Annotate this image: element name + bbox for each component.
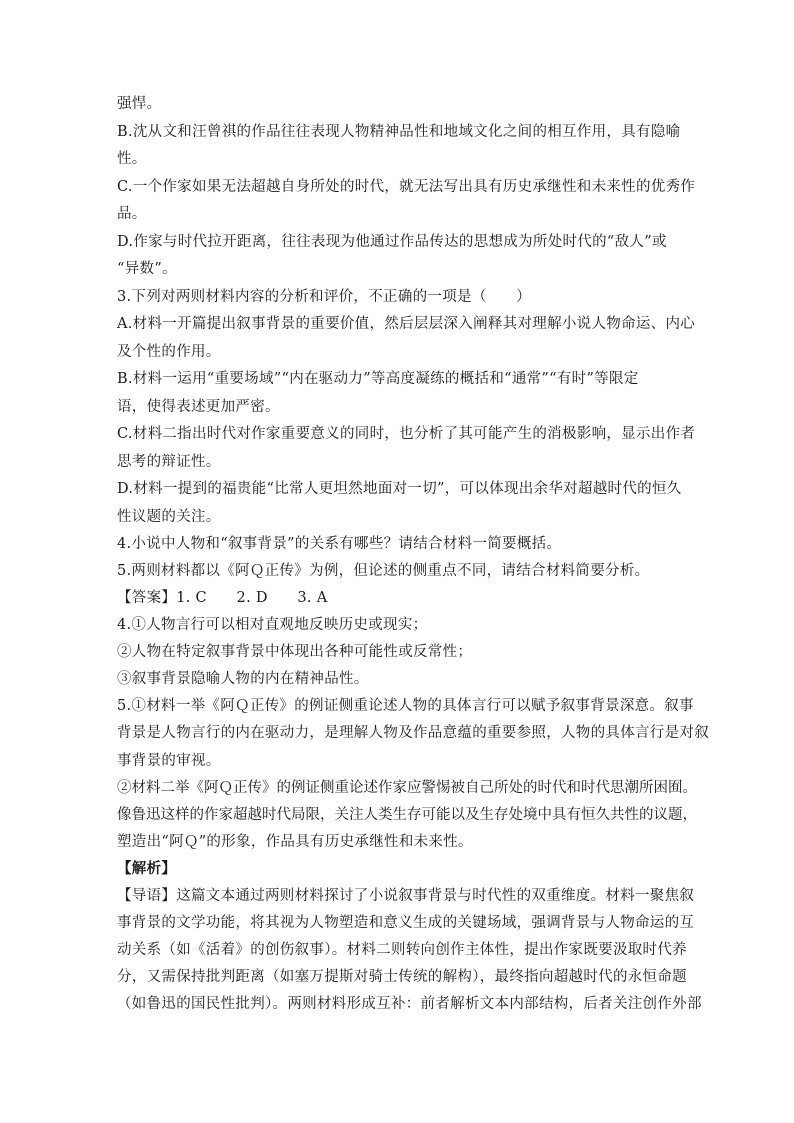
text-line: 性议题的关注。 <box>117 509 221 525</box>
question-5: 5.两则材料都以《阿Ｑ正传》为例，但论述的侧重点不同，请结合材料简要分析。 <box>117 563 650 579</box>
guide-paragraph-line: 【导语】这篇文本通过两则材料探讨了小说叙事背景与时代性的双重维度。材料一聚焦叙 <box>117 888 695 904</box>
answer-5-item-1: 5.①材料一举《阿Ｑ正传》的例证侧重论述人物的具体言行可以赋予叙事背景深意。叙事 <box>117 698 694 714</box>
question-4: 4.小说中人物和“叙事背景”的关系有哪些？请结合材料一简要概括。 <box>117 536 562 552</box>
question-3: 3.下列对两则材料内容的分析和评价，不正确的一项是（ ） <box>117 289 532 305</box>
answer-4-item-2: ②人物在特定叙事背景中体现出各种可能性或反常性； <box>117 644 473 660</box>
guide-paragraph-line: （如鲁迅的国民性批判）。两则材料形成互补：前者解析文本内部结构，后者关注创作外部 <box>117 996 702 1012</box>
option-b-text: B.沈从文和汪曾祺的作品往往表现人物精神品性和地域文化之间的相互作用，具有隐喻 <box>117 124 681 140</box>
answer-key: 【答案】1. C 2. D 3. A <box>117 590 328 606</box>
guide-paragraph-line: 动关系（如《活着》的创伤叙事）。材料二则转向创作主体性，提出作家既要汲取时代养 <box>117 942 687 958</box>
answer-4-item-3: ③叙事背景隐喻人物的内在精神品性。 <box>117 671 369 687</box>
text-line: 强悍。 <box>117 96 162 112</box>
option-b-text: B.材料一运用“重要场域”“内在驱动力”等高度凝练的概括和“通常”“有时”等限定 <box>117 371 639 387</box>
analysis-heading: 【解析】 <box>117 860 177 877</box>
text-line: 性。 <box>117 151 147 167</box>
text-line: 及个性的作用。 <box>117 344 221 360</box>
option-d-text: D.作家与时代拉开距离，往往表现为他通过作品传达的思想成为所处时代的“敌人”或 <box>117 234 667 250</box>
option-a-text: A.材料一开篇提出叙事背景的重要价值，然后层层深入阐释其对理解小说人物命运、内心 <box>117 316 696 332</box>
text-line: 像鲁迅这样的作家超越时代局限，关注人类生存可能以及生存处境中具有恒久共性的议题， <box>117 807 697 823</box>
answer-4-item-1: 4.①人物言行可以相对直观地反映历史或现实； <box>117 617 428 633</box>
text-line: 语，使得表述更加严密。 <box>117 399 280 415</box>
text-line: “异数”。 <box>117 261 177 277</box>
text-line: 事背景的审视。 <box>117 753 221 769</box>
text-line: 思考的辩证性。 <box>117 454 221 470</box>
guide-paragraph-line: 分，又需保持批判距离（如塞万提斯对骑士传统的解构），最终指向超越时代的永恒命题 <box>117 969 687 985</box>
answer-5-item-2: ②材料二举《阿Ｑ正传》的例证侧重论述作家应警惕被自己所处的时代和时代思潮所困囿。 <box>117 780 697 796</box>
option-c-text: C.材料二指出时代对作家重要意义的同时，也分析了其可能产生的消极影响，显示出作者 <box>117 426 696 442</box>
guide-paragraph-line: 事背景的文学功能，将其视为人物塑造和意义生成的关键场域，强调背景与人物命运的互 <box>117 915 695 931</box>
text-line: 背景是人物言行的内在驱动力，是理解人物及作品意蕴的重要参照，人物的具体言行是对叙 <box>117 725 709 741</box>
option-d-text: D.材料一提到的福贵能“比常人更坦然地面对一切”，可以体现出余华对超越时代的恒久 <box>117 481 682 497</box>
option-c-text: C.一个作家如果无法超越自身所处的时代，就无法写出具有历史承继性和未来性的优秀作 <box>117 179 696 195</box>
text-line: 品。 <box>117 206 147 222</box>
text-line: 塑造出“阿Ｑ”的形象，作品具有历史承继性和未来性。 <box>117 834 473 850</box>
